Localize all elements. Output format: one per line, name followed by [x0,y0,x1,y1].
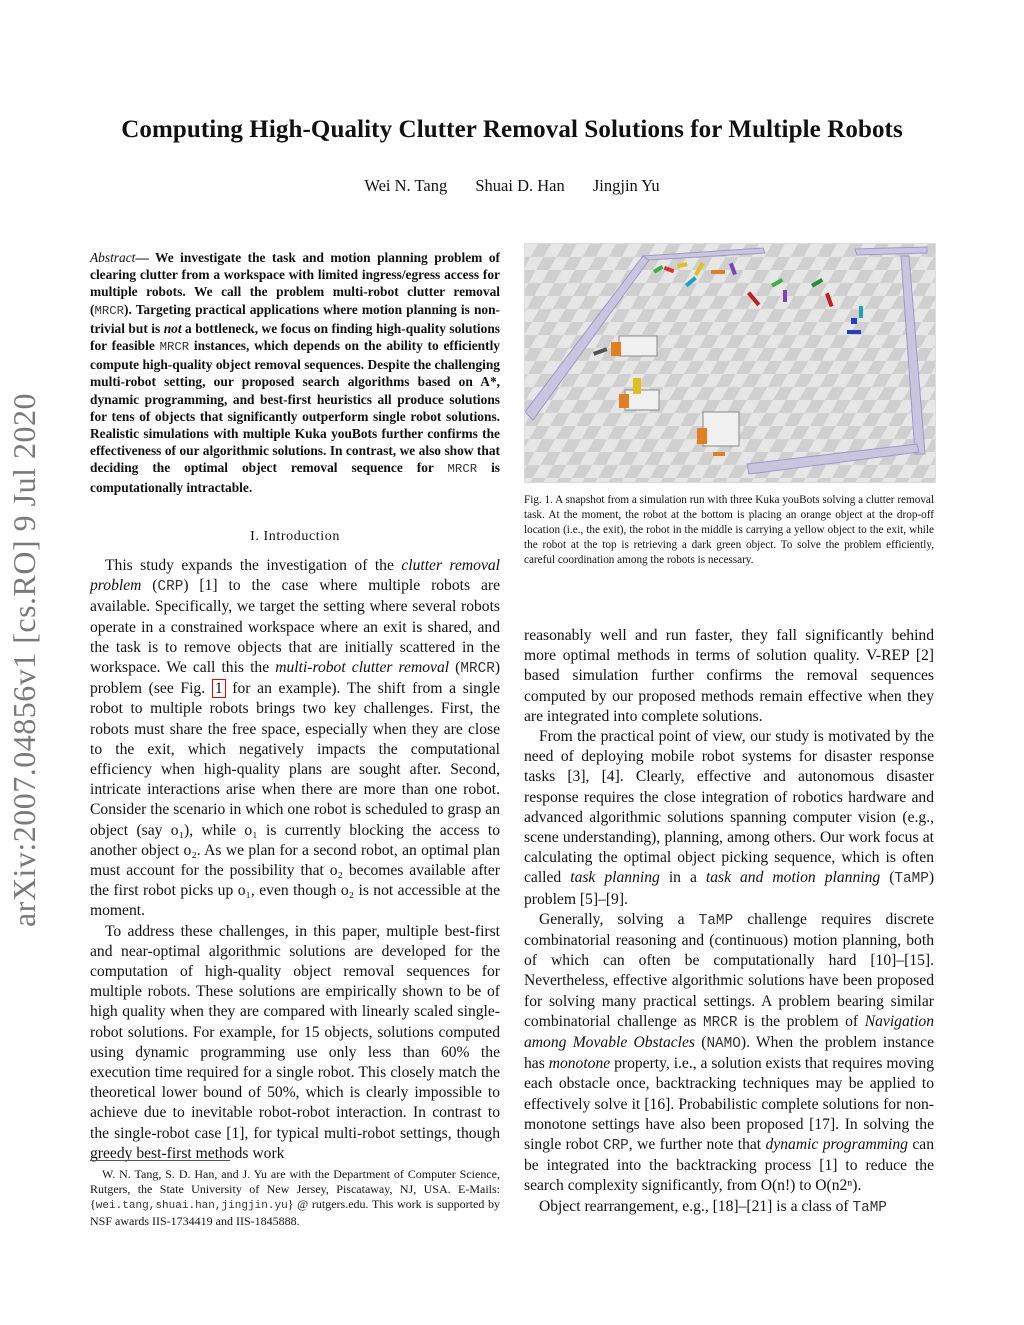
abstract-text: We investigate the task and motion planning problem of clearing clutter from a workspace with limited ingress/egress access for multiple robots. We call the problem multi-robot clutter removal ( [90,250,500,317]
abstract-code: MRCR [447,462,478,477]
abstract-dash: — [135,250,156,265]
footnote-rule [90,1160,230,1161]
abstract-code: MRCR [94,303,125,318]
paragraph: Generally, solving a TaMP challenge requires discrete combinatorial reasoning and (continuous) motion planning, both of which can often be computationally hard [10]–[15]. Nevertheless, effective algorithmic solutions have been proposed for solving many practical settings. A problem bearing similar combinatorial challenge as MRCR is the problem of Navigation among Movable Obstacles (NAMO). When the problem instance has monotone property, i.e., a solution exists that requires moving each obstacle once, backtracking techniques may be applied to effectively solve it [16]. Probabilistic complete solutions for non-monotone settings have also been proposed [17]. In solving the single robot CRP, we further note that dynamic programming can be integrated into the backtracking process [1] to reduce the search complexity significantly, from O(n!) to O(n2ⁿ). [524,910,935,1195]
paragraph: This study expands the investigation of the clutter removal problem (CRP) [1] to the case where multiple robots are available. Specifically, we target the setting where several robots operate in a constrained workspace where an exit is shared, and the task is to remove objects that are initially scattered in the workspace. We call this the multi-robot clutter removal (MRCR) problem (see Fig. 1 for an example). The shift from a single robot to multiple robots brings two key challenges. First, the robots must share the free space, especially when they are close to the exit, which negatively impacts the computational efficiency when high-quality plans are sought after. Second, intricate interactions arise when there are more than one robot. Consider the scenario in which one robot is scheduled to grasp an object (say o₁), while o₁ is currently blocking the access to another object o₂. As we plan for a second robot, an optimal plan must account for the possibility that o₂ becomes available after the first robot picks up o₁, even though o₂ is not accessible at the moment. [90,557,501,920]
figure-caption: Fig. 1. A snapshot from a simulation run with three Kuka youBots solving a clutter removal task. At the moment, the robot at the bottom is placing an orange object at the drop-off location (i.e., the exit), the robot in the middle is carrying a yellow object to the exit, while the robot at the top is retrieving a dark green object. To solve the problem efficiently, careful coordination among the robots is necessary. [524,494,934,566]
figure-simulation-snapshot [524,243,936,483]
abstract-emphasis: not [163,320,182,336]
author: Wei N. Tang [364,176,448,195]
footnote: W. N. Tang, S. D. Han, and J. Yu are with the Department of Computer Science, Rutgers, the State University of New Jersey, Piscataway, NJ, USA. E-Mails: {wei.tang,shuai.han,jingjin.yu} @ rutgers.edu. This work is supported by NSF awards IIS-1734419 and IIS-1845888. [90,1167,500,1228]
author: Jingjin Yu [592,176,660,195]
author: Shuai D. Han [475,176,565,195]
author-list [0,176,1024,196]
paragraph: Object rearrangement, e.g., [18]–[21] is a class of TaMP [539,1197,887,1216]
abstract-label: Abstract [90,250,136,265]
paper-title: Computing High-Quality Clutter Removal Solutions for Multiple Robots [121,116,903,143]
simulation-scene [525,244,935,482]
section-heading: I. Introduction [250,529,340,544]
robot-bottom [697,412,739,446]
abstract-text: instances, which depends on the ability to efficiently compute high-quality object removal sequences. Despite the challenging multi-robot setting, our proposed search algorithms based on A*, dynamic programming, and best-first heuristics all produce solutions for tens of objects that significantly outperform single robot solutions. Realistic simulations with multiple Kuka youBots further confirms the effectiveness of our algorithmic solutions. In contrast, we also show that deciding the optimal object removal sequence for [90,338,500,476]
abstract-code: MRCR [159,340,190,355]
left-column [90,556,500,1164]
wall-top-right [855,247,927,255]
figure-link[interactable]: 1 [212,679,226,698]
paragraph: reasonably well and run faster, they fall significantly behind more optimal methods in terms of solution quality. V-REP [2] based simulation further confirms the removal sequences computed by our proposed methods remain effective when they are integrated into complete solutions. [524,627,934,725]
abstract [90,249,500,496]
paragraph: From the practical point of view, our study is motivated by the need of deploying mobile robot systems for disaster response tasks [3], [4]. Clearly, effective and autonomous disaster response requires the close integration of robotics hardware and advanced algorithmic solutions spanning computer vision (e.g., scene understanding), planning, among others. Our work focus at calculating the optimal object picking sequence, which is often called task planning in a task and motion planning (TaMP) problem [5]–[9]. [524,728,935,908]
abstract-text: is computationally intractable. [90,460,500,495]
right-column [524,626,934,1218]
abstract-text: ). Targeting practical applications where motion planning is non-trivial but is [90,301,500,336]
abstract-text: a bottleneck, we focus on finding high-quality solutions for feasible [90,320,500,354]
arxiv-stamp: arXiv:2007.04856v1 [cs.RO] 9 Jul 2020 [6,393,42,928]
paragraph: To address these challenges, in this paper, multiple best-first and near-optimal algorithmic solutions are developed for the computation of high-quality object removal sequences for multiple robots. These solutions are empirically shown to be of high quality when they are compared with linearly scaled single-robot solutions. For example, for 15 objects, solutions computed using dynamic programming use only less than 60% the execution time required for a single robot. This closely match the theoretical lower bound of 50%, which is clearly impossible to achieve due to inevitable robot-robot interaction. In contrast to the single-robot case [1], for typical multi-robot settings, though greedy best-first methods work [90,922,500,1162]
